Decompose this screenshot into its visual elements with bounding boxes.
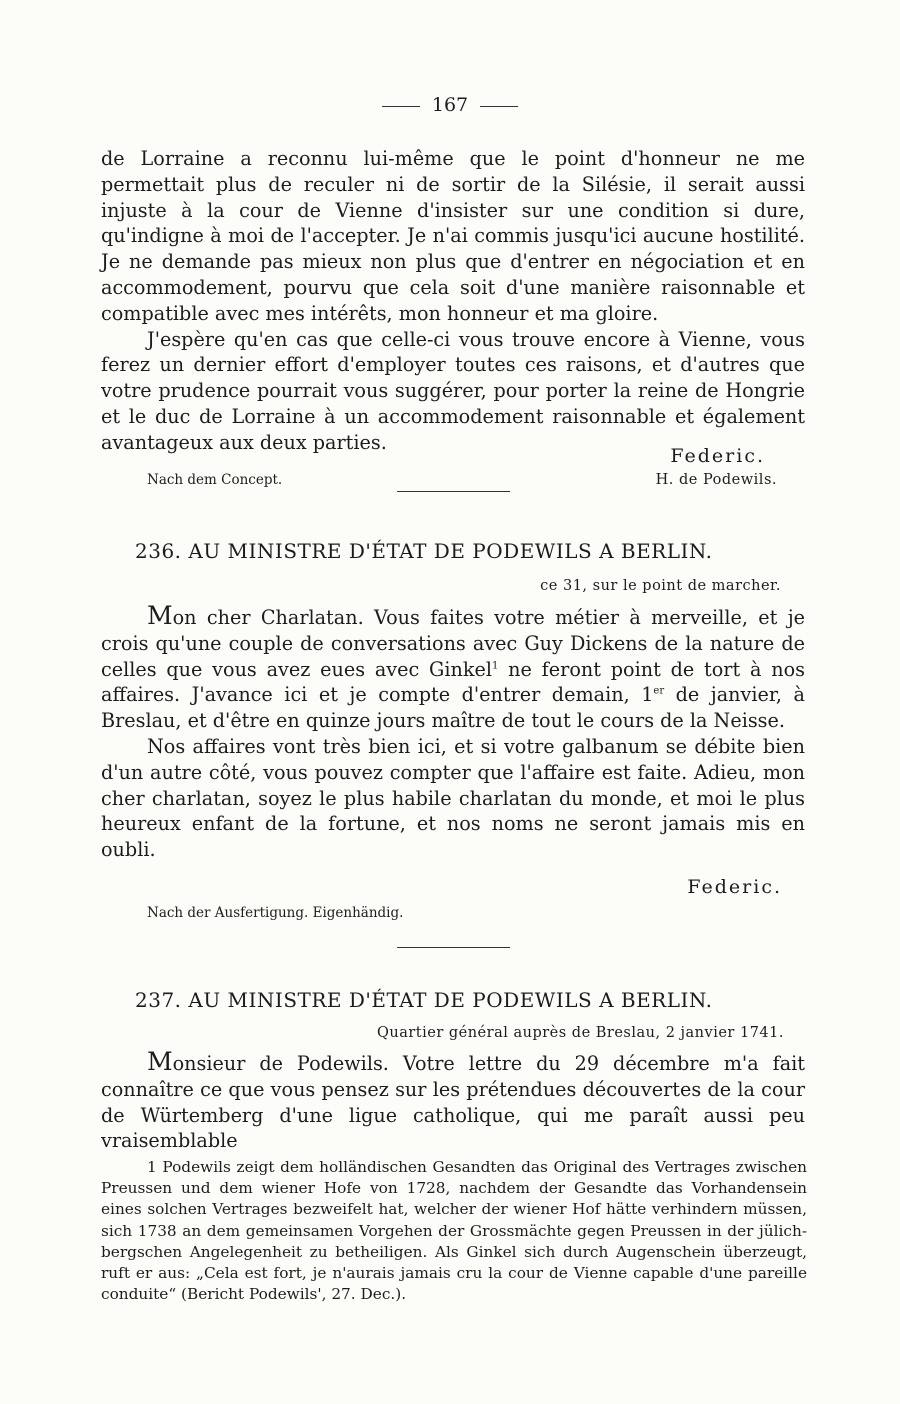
ordinal-superscript: er [653, 686, 665, 697]
letter-237-p1-text: onsieur de Podewils. Votre lettre du 29 décembre m'a fait connaître ce que vous pensez sur les prétendues découvertes de la cour de Würtemberg d'une ligue catholique, qui me paraît aussi peu vraisemblable [101, 1052, 805, 1153]
letter-236-source-note: Nach der Ausfertigung. Eigenhändig. [147, 905, 404, 921]
letter-235-paragraph-2: J'espère qu'en cas que celle-ci vous trouve encore à Vienne, vous ferez un dernier effort d'employer toutes ces raisons, et d'autres que votre prudence pourrait vous suggérer, pour porter la reine de Hongrie et le duc de Lorraine à un accommodement raisonnable et également avantageux aux deux parties. [101, 327, 805, 454]
letter-235-paragraph-1: de Lorraine a reconnu lui-même que le point d'honneur ne me permettait plus de reculer ni de sortir de la Silésie, il serait aussi injuste à la cour de Vienne d'insister sur une condition si dure, qu'indigne à moi de l'accepter. Je n'ai commis jusqu'ici aucune hostilité. Je ne demande pas mieux non plus que d'entrer en négociation et en accommodement, pourvu que cela soit d'une manière raisonnable et compatible avec mes intérêts, mon honneur et ma gloire. [101, 147, 805, 325]
letter-237-initial: M [147, 1047, 173, 1076]
letter-236-paragraph-1 [101, 603, 805, 734]
letter-236-dateline: ce 31, sur le point de marcher. [540, 578, 781, 594]
footnote-reference: 1 [491, 660, 499, 672]
letter-236-p1-text-3: de janvier, à Breslau, et d'être en quinze jours maître de tout le cours de la Neisse. [101, 683, 805, 733]
footnote-1 [101, 1157, 807, 1305]
letter-236-initial: M [147, 601, 173, 630]
letter-237-body [101, 1049, 805, 1154]
header-dash-right [480, 106, 518, 107]
header-dash-left [382, 106, 420, 107]
page-header [0, 94, 900, 116]
section-divider [397, 491, 510, 492]
section-divider [397, 947, 510, 948]
letter-236-body [101, 603, 805, 863]
letter-237-paragraph-1 [101, 1049, 805, 1154]
letter-235-source-note: Nach dem Concept. [147, 472, 283, 488]
letter-236-heading: 236. AU MINISTRE D'ÉTAT DE PODEWILS A BERLIN. [135, 539, 713, 563]
letter-235-signature: Federic. [670, 445, 765, 467]
letter-237-dateline: Quartier général auprès de Breslau, 2 janvier 1741. [376, 1025, 784, 1041]
footnote-section [101, 1157, 807, 1305]
letter-237-heading: 237. AU MINISTRE D'ÉTAT DE PODEWILS A BERLIN. [135, 988, 713, 1012]
letter-236-signature: Federic. [687, 876, 782, 898]
footnote-text: Podewils zeigt dem holländischen Gesandten das Original des Vertrages zwischen Preussen und dem wiener Hofe von 1728, nachdem der Gesandte das Vorhandensein eines solchen Vertrages bezweifelt hat, welcher der wiener Hof hätte verhindern müssen, sich 1738 an dem gemeinsamen Vorgehen der Grossmächte gegen Preussen in der jülich-bergschen Angelegenheit zu betheiligen. Als Ginkel sich durch Augenschein überzeugt, ruft er aus: „Cela est fort, je n'aurais jamais cru la cour de Vienne capable d'une pareille conduite“ (Bericht Podewils', 27. Dec.). [101, 1158, 807, 1304]
letter-236-paragraph-2: Nos affaires vont très bien ici, et si votre galbanum se débite bien d'un autre côté, vous pouvez compter que l'affaire est faite. Adieu, mon cher charlatan, soyez le plus habile charlatan du monde, et moi le plus heureux enfant de la fortune, et nos noms ne seront jamais mis en oubli. [101, 734, 805, 862]
letter-236-p1-text: on cher Charlatan. Vous faites votre métier à merveille, et je crois qu'une couple de conversations avec Guy Dickens de la nature de celles que vous avez eues avec Ginkel [101, 606, 805, 681]
letter-236-p1-text-2: ne feront point de tort à nos affaires. J'avance ici et je compte d'entrer demain, 1 [101, 657, 805, 707]
letter-235-countersignature: H. de Podewils. [655, 472, 777, 488]
letter-235-continuation [101, 146, 805, 456]
page-number: 167 [431, 94, 469, 116]
footnote-number: 1 [147, 1158, 157, 1176]
